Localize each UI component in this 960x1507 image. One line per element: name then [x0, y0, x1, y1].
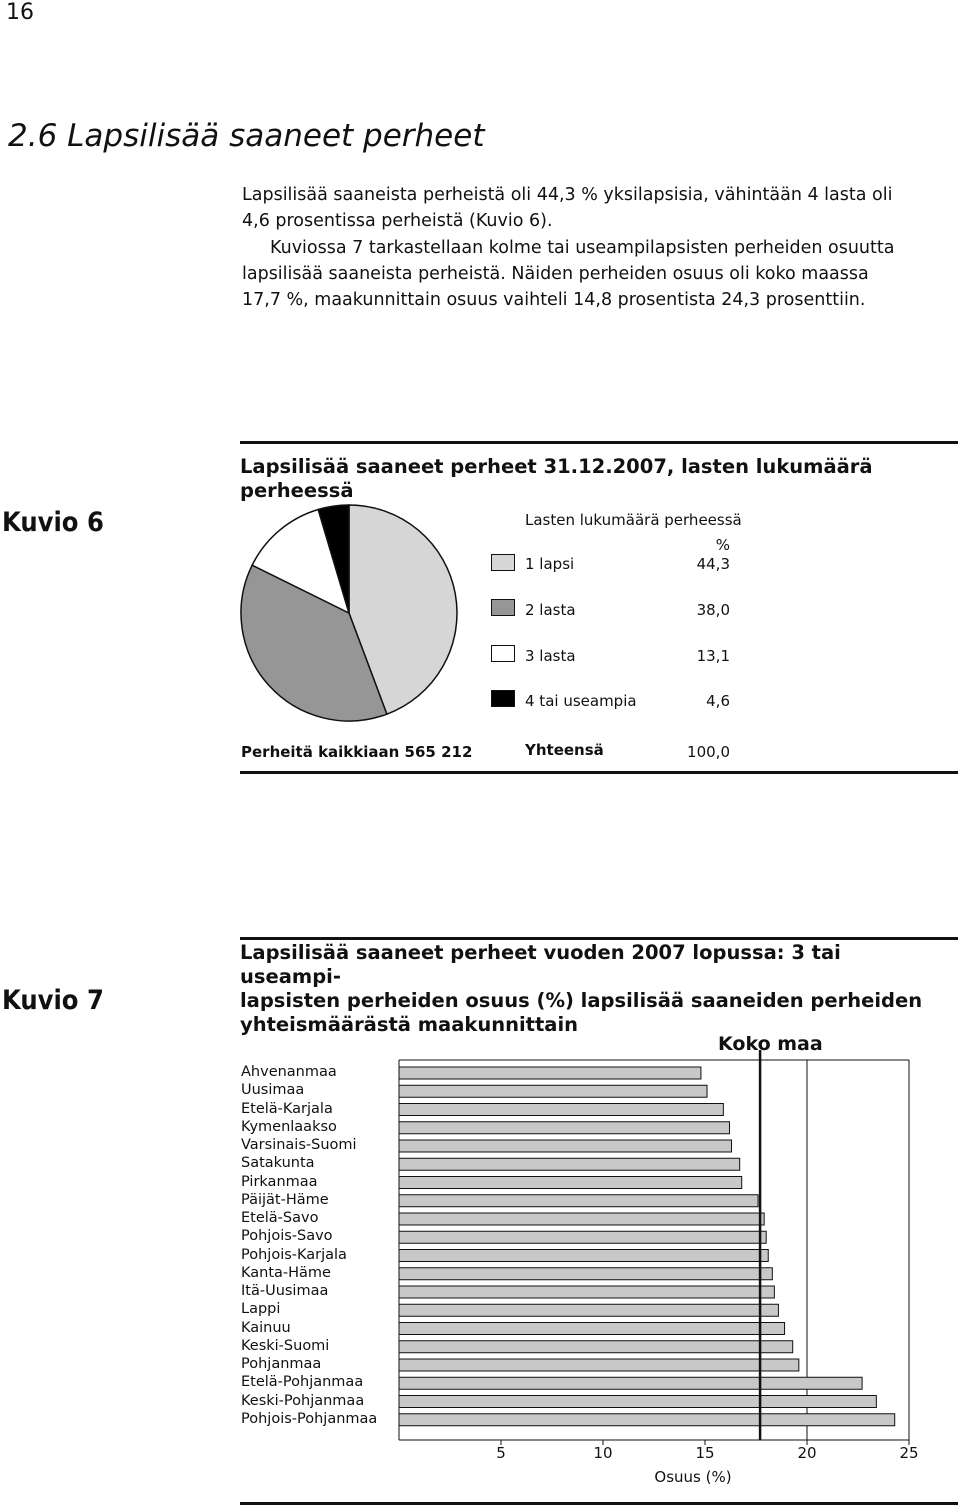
bar	[399, 1177, 742, 1189]
percent-header: %	[715, 536, 730, 554]
bar	[399, 1377, 862, 1389]
bar	[399, 1250, 768, 1262]
region-label: Kainuu	[241, 1319, 291, 1336]
bar	[399, 1067, 701, 1079]
figure6-title: Lapsilisää saaneet perheet 31.12.2007, lasten lukumäärä perheessä	[240, 455, 873, 502]
region-label: Pohjois-Savo	[241, 1228, 333, 1245]
x-axis-label: Osuus (%)	[654, 1468, 732, 1486]
reference-label: Koko maa	[718, 1033, 823, 1055]
region-label: Etelä-Savo	[241, 1210, 319, 1226]
x-axis	[399, 1440, 919, 1486]
figure7-title	[240, 941, 940, 1037]
legend-swatch	[491, 554, 515, 571]
region-label: Pohjois-Karjala	[241, 1246, 347, 1263]
figure7-label: Kuvio 7	[2, 985, 104, 1016]
legend-title: Lasten lukumäärä perheessä	[525, 511, 742, 529]
bar	[399, 1341, 793, 1353]
figure7-title-line: Lapsilisää saaneet perheet vuoden 2007 lopussa: 3 tai useampi-	[240, 941, 841, 988]
legend-value: 4,6	[706, 692, 730, 710]
figure6-bottom-rule	[240, 771, 958, 774]
legend-swatch	[491, 690, 515, 707]
region-label: Ahvenanmaa	[241, 1064, 337, 1080]
region-label: Keski-Pohjanmaa	[241, 1392, 365, 1409]
region-label: Etelä-Pohjanmaa	[241, 1374, 364, 1391]
intro-line: Kuviossa 7 tarkastellaan kolme tai useampilapsisten perheiden osuutta	[270, 237, 895, 258]
figure7-title-line: yhteismäärästä maakunnittain	[240, 1013, 579, 1036]
bar	[399, 1085, 707, 1097]
bar	[399, 1140, 732, 1152]
region-label: Varsinais-Suomi	[241, 1137, 357, 1153]
bar	[399, 1359, 799, 1371]
bar	[399, 1195, 758, 1207]
bar	[399, 1286, 774, 1298]
page-number: 16	[6, 0, 34, 25]
x-tick-label: 20	[797, 1444, 817, 1462]
legend-swatch	[491, 645, 515, 662]
figure7-top-rule	[240, 937, 958, 940]
bar	[399, 1414, 895, 1426]
intro-line: 4,6 prosentissa perheistä (Kuvio 6).	[242, 211, 553, 232]
bar-chart	[380, 1050, 940, 1500]
legend-label: 2 lasta	[525, 601, 576, 619]
pie-slices	[241, 505, 457, 721]
legend-value: 38,0	[696, 601, 730, 619]
region-label: Pohjois-Pohjanmaa	[241, 1410, 378, 1427]
intro-line: lapsilisää saaneista perheistä. Näiden perheiden osuus oli koko maassa	[242, 263, 869, 284]
figure6-label: Kuvio 6	[2, 507, 104, 538]
region-label: Pohjanmaa	[241, 1356, 322, 1372]
legend-label: 3 lasta	[525, 647, 576, 665]
pie-chart	[236, 500, 462, 726]
bar	[399, 1231, 766, 1243]
bar	[399, 1268, 772, 1280]
bar	[399, 1323, 785, 1335]
legend-swatch	[491, 599, 515, 616]
region-label: Kymenlaakso	[241, 1118, 337, 1135]
bar	[399, 1213, 764, 1225]
region-label: Keski-Suomi	[241, 1337, 330, 1354]
x-tick-label: 5	[496, 1444, 506, 1462]
region-label: Satakunta	[241, 1155, 315, 1172]
legend-label: 1 lapsi	[525, 555, 575, 573]
region-label: Päijät-Häme	[241, 1191, 329, 1208]
bar	[399, 1122, 729, 1134]
total-value: 100,0	[687, 743, 730, 761]
bar	[399, 1158, 740, 1170]
bar	[399, 1396, 876, 1408]
total-families: Perheitä kaikkiaan 565 212	[241, 743, 473, 761]
x-tick-label: 25	[899, 1444, 919, 1462]
bar	[399, 1104, 723, 1116]
figure7-bottom-rule	[240, 1502, 958, 1505]
x-tick-label: 10	[593, 1444, 613, 1462]
bar-group	[399, 1067, 895, 1426]
region-label: Itä-Uusimaa	[241, 1283, 329, 1299]
total-label: Yhteensä	[525, 741, 604, 759]
figure7-title-line: lapsisten perheiden osuus (%) lapsilisää saaneiden perheiden	[240, 989, 923, 1012]
x-tick-label: 15	[695, 1444, 715, 1462]
region-label: Lappi	[241, 1301, 281, 1318]
region-label: Uusimaa	[241, 1082, 305, 1099]
legend-value: 44,3	[696, 555, 730, 573]
region-label: Kanta-Häme	[241, 1264, 331, 1281]
bar	[399, 1304, 778, 1316]
legend-value: 13,1	[696, 647, 730, 665]
intro-text	[242, 182, 954, 313]
legend-label: 4 tai useampia	[525, 692, 637, 710]
section-title: 2.6 Lapsilisää saaneet perheet	[8, 118, 485, 154]
figure6-top-rule	[240, 441, 958, 444]
region-label: Etelä-Karjala	[241, 1100, 333, 1117]
region-label: Pirkanmaa	[241, 1173, 318, 1190]
intro-line: Lapsilisää saaneista perheistä oli 44,3 % yksilapsisia, vähintään 4 lasta oli	[242, 185, 893, 205]
intro-line: 17,7 %, maakunnittain osuus vaihteli 14,8 prosentista 24,3 prosenttiin.	[242, 290, 866, 311]
